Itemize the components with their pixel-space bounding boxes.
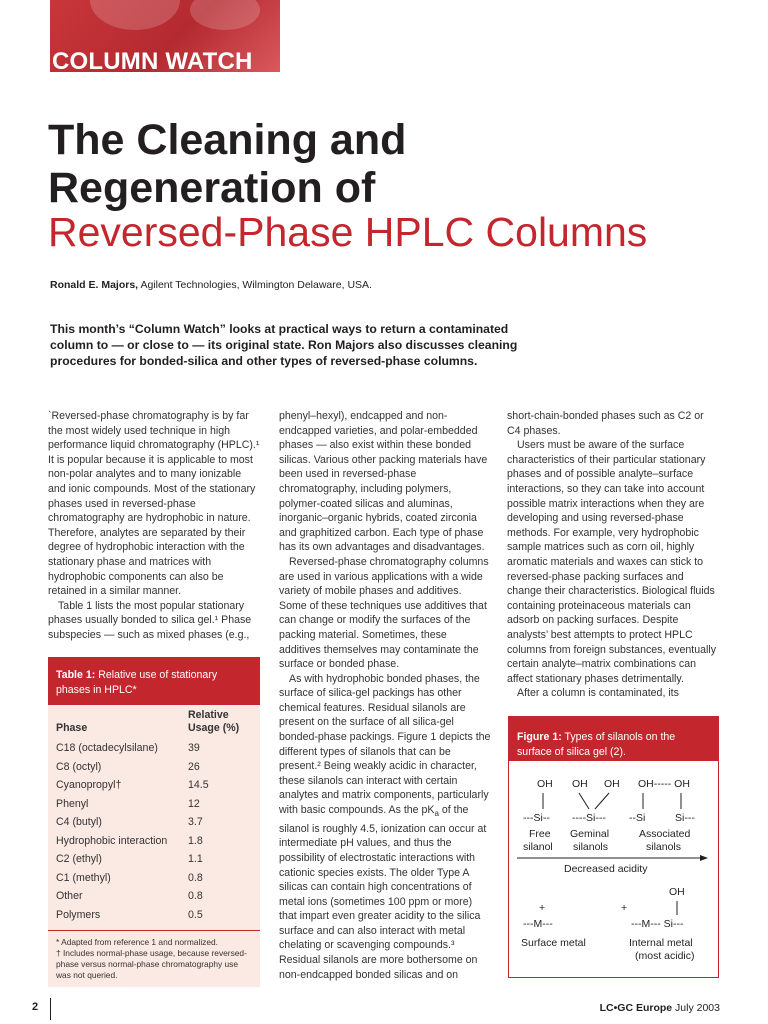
internal-plus: + bbox=[621, 902, 628, 914]
article-title bbox=[48, 116, 406, 212]
associated-si-left: --Si bbox=[629, 812, 646, 824]
table-row bbox=[48, 758, 260, 777]
magazine-name: LC•GC Europe bbox=[599, 1002, 673, 1014]
geminal-si: ----Si--- bbox=[572, 812, 606, 824]
free-si: ---Si-- bbox=[523, 812, 550, 824]
table-row bbox=[48, 832, 260, 851]
author-affiliation: Agilent Technologies, Wilmington Delaware, USA. bbox=[138, 279, 372, 291]
cell-usage: 14.5 bbox=[188, 779, 209, 792]
paragraph: After a column is contaminated, its bbox=[517, 687, 679, 700]
surface-metal: ---M--- bbox=[523, 918, 553, 930]
arrow-head-icon bbox=[700, 855, 708, 861]
internal-metal-label-2: (most acidic) bbox=[635, 950, 695, 962]
cell-usage: 12 bbox=[188, 797, 200, 810]
cell-phase: C4 (butyl) bbox=[56, 816, 102, 829]
column-header-usage: Relative Usage (%) bbox=[188, 709, 240, 734]
table-1-label: Table 1: bbox=[56, 669, 96, 681]
paragraph: Reversed-phase chromatography columns are used in various applications with a wide variety of mobile phases and additives. Some of these techniques use additives that can change or modify the surfaces of the packing material. Sometimes, these additives themselves may contaminate the surface or bonded phase. bbox=[279, 555, 489, 671]
intro-paragraph: This month’s “Column Watch” looks at practical ways to return a contaminated column to — or close to — its original state. Ron Majors also discusses cleaning procedures for bonded-silica and other types of reversed-phase columns. bbox=[50, 322, 518, 368]
silanol-diagram bbox=[509, 761, 718, 977]
footer-publication bbox=[600, 1002, 720, 1014]
table-row bbox=[48, 795, 260, 814]
cell-phase: C18 (octadecylsilane) bbox=[56, 742, 158, 755]
cell-phase: C2 (ethyl) bbox=[56, 853, 102, 866]
table-row bbox=[48, 906, 260, 925]
cell-usage: 0.5 bbox=[188, 908, 203, 921]
table-row bbox=[48, 776, 260, 795]
geminal-oh-2: OH bbox=[604, 778, 620, 790]
surface-plus: + bbox=[539, 902, 546, 914]
title-line-1: The Cleaning and bbox=[48, 116, 407, 164]
cell-usage: 1.1 bbox=[188, 853, 203, 866]
paragraph-text: of the silanol is roughly 4.5, ionization can occur at intermediate pH values, and thus the possibility of electrostatic interactions with cationic species exists. The older Type A silicas can contain high concentrations of metal ions (sometimes 100 ppm or more) that impart even greater acidity to the silica surface and can also interact with metal chelating or scavenging compounds.³ Residual silanols are more bothersome on non-endcapped bonded silicas and on bbox=[279, 804, 487, 981]
table-note: * Adapted from reference 1 and normalized. bbox=[56, 937, 219, 947]
cell-phase: Phenyl bbox=[56, 797, 89, 810]
title-line-2: Regeneration of bbox=[48, 164, 376, 212]
paragraph: `Reversed-phase chromatography is by far the most widely used technique in high performance liquid chromatography (HPLC).¹ It is popular because it is applicable to most non-polar analytes and to many ionizable and ionic compounds. Most of the stationary phases used in reversed-phase chromatography are hydrophobic in nature. Therefore, analytes are separated by their degree of hydrophobic interaction with the stationary phase and matrices with hydrophobic components can also be retained in a similar manner. bbox=[48, 410, 260, 598]
body-column-3 bbox=[507, 409, 719, 701]
paragraph: phenyl–hexyl), endcapped and non-endcapped varieties, and polar-embedded phases — also exist within these bonded silicas. Various other packing materials have been used in reversed-phase chromatography, including polymers, polymer-coated silicas and aluminas, inorganic–organic hybrids, coated zirconia and graphitized carbon. Each type of phase has its own advantages and disadvantages. bbox=[279, 410, 488, 554]
table-1-notes bbox=[48, 930, 260, 987]
cell-phase: Polymers bbox=[56, 908, 101, 921]
figure-1-caption-text: Types of silanols on the surface of silica gel (2). bbox=[517, 731, 676, 758]
cell-phase: Cyanopropyl† bbox=[56, 779, 122, 792]
body-column-1 bbox=[48, 409, 260, 643]
table-1-caption-text: Relative use of stationary phases in HPLC* bbox=[56, 669, 218, 696]
figure-1-caption bbox=[509, 717, 718, 761]
associated-label-1: Associated bbox=[639, 828, 691, 840]
subscript: a bbox=[434, 809, 439, 819]
footer-divider bbox=[50, 998, 51, 1020]
internal-metal-label-1: Internal metal bbox=[629, 937, 693, 949]
free-label-1: Free bbox=[529, 828, 551, 840]
body-column-2 bbox=[279, 409, 491, 982]
associated-label-2: silanols bbox=[646, 841, 682, 853]
table-note: † Includes normal-phase usage, because reversed-phase versus normal-phase chromatography use was not queried. bbox=[56, 948, 247, 980]
geminal-label-2: silanols bbox=[573, 841, 609, 853]
surface-metal-label: Surface metal bbox=[521, 937, 586, 949]
free-oh: OH bbox=[537, 778, 553, 790]
figure-1-label: Figure 1: bbox=[517, 731, 562, 743]
paragraph bbox=[279, 672, 491, 983]
geminal-label-1: Geminal bbox=[570, 828, 610, 840]
page-number: 2 bbox=[32, 1001, 39, 1013]
cell-phase: Hydrophobic interaction bbox=[56, 834, 168, 847]
table-row bbox=[48, 850, 260, 869]
cell-phase: C1 (methyl) bbox=[56, 871, 111, 884]
paragraph: short-chain-bonded phases such as C2 or C4 phases. bbox=[507, 410, 704, 437]
cell-phase: Other bbox=[56, 890, 83, 903]
associated-si-right: Si--- bbox=[675, 812, 695, 824]
column-header-phase: Phase bbox=[56, 722, 88, 734]
table-row bbox=[48, 813, 260, 832]
cell-usage: 39 bbox=[188, 742, 200, 755]
table-row bbox=[48, 887, 260, 906]
byline bbox=[50, 279, 372, 291]
cell-usage: 0.8 bbox=[188, 871, 203, 884]
table-row bbox=[48, 739, 260, 758]
cell-usage: 1.8 bbox=[188, 834, 203, 847]
geminal-oh-1: OH bbox=[572, 778, 588, 790]
issue-date: July 2003 bbox=[672, 1002, 720, 1014]
article-subtitle: Reversed-Phase HPLC Columns bbox=[48, 209, 648, 255]
cell-usage: 3.7 bbox=[188, 816, 203, 829]
table-1 bbox=[48, 657, 260, 987]
internal-oh: OH bbox=[669, 886, 685, 898]
free-label-2: silanol bbox=[523, 841, 553, 853]
author-name: Ronald E. Majors, bbox=[50, 279, 139, 291]
paragraph: Table 1 lists the most popular stationary phases usually bonded to silica gel.¹ Phase subspecies — such as mixed phases (e.g., bbox=[48, 599, 252, 641]
section-title: COLUMN WATCH bbox=[52, 48, 253, 75]
acidity-label: Decreased acidity bbox=[564, 863, 648, 875]
paragraph: Users must be aware of the surface characteristics of their particular stationary phases and of possible analyte–surface interactions, so they can take into account possible matrix interactions when they are developing and using reversed-phase methods. For example, very hydrophobic sample matrices such as corn oil, highly aromatic materials and waxes can stick to reversed-phase packing surfaces and change their characteristics. Biological fluids containing proteinaceous materials can adsorb on packing surfaces. Despite analysts’ best attempts to protect HPLC columns from foreign substances, eventually certain analyte–matrix combinations can affect stationary phases detrimentally. bbox=[507, 439, 717, 685]
figure-1 bbox=[508, 716, 719, 978]
table-1-grid bbox=[48, 705, 260, 924]
table-1-caption bbox=[48, 657, 260, 705]
internal-metal: ---M--- Si--- bbox=[631, 918, 684, 930]
cell-usage: 26 bbox=[188, 760, 200, 773]
cell-usage: 0.8 bbox=[188, 890, 203, 903]
paragraph-text: As with hydrophobic bonded phases, the surface of silica-gel packings has other chemical features. Residual silanols are present on the surface of all silica-gel bonded-phase packings. Figure 1 depicts the different types of silanols that can be present.² Being weakly acidic in character, these silanols can interact with certain analytes and matrix components, particularly with basic compounds. As the pK bbox=[279, 672, 491, 817]
associated-oh: OH----- OH bbox=[638, 778, 690, 790]
cell-phase: C8 (octyl) bbox=[56, 760, 102, 773]
table-row bbox=[48, 869, 260, 888]
